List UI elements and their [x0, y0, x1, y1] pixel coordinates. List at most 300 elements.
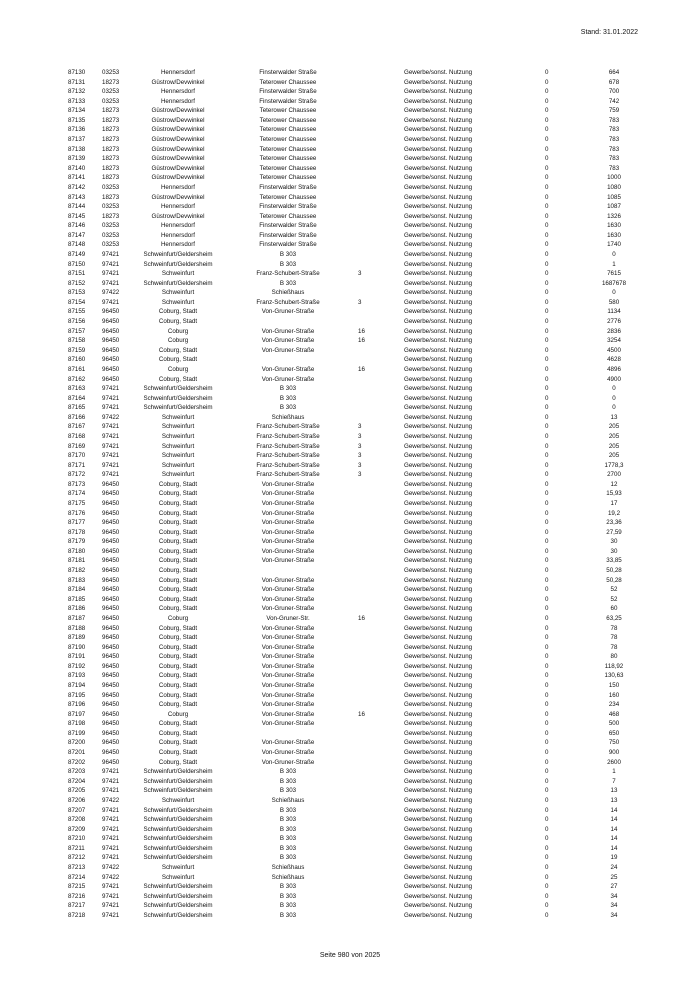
cell-street-text: Von-Gruner-Straße — [261, 605, 315, 613]
cell-amount-value-text: 30 — [610, 538, 618, 546]
cell-usage-type: Gewerbe/sonst. Nutzung — [404, 337, 473, 345]
cell-place-text: Coburg, Stadt — [158, 643, 198, 651]
cell-zero-value: 0 — [545, 567, 549, 575]
table-row — [62, 806, 642, 816]
cell-zero-value: 0 — [545, 442, 549, 450]
cell-row-id: 87149 — [68, 250, 86, 258]
cell-usage-type: Gewerbe/sonst. Nutzung — [404, 710, 473, 718]
cell-usage-type: Gewerbe/sonst. Nutzung — [404, 538, 473, 546]
cell-usage-type: Gewerbe/sonst. Nutzung — [404, 528, 473, 536]
cell-usage-type: Gewerbe/sonst. Nutzung — [404, 164, 473, 172]
cell-amount-value-text: 2836 — [607, 327, 621, 335]
cell-row-id: 87161 — [68, 365, 86, 373]
cell-zero-value: 0 — [545, 97, 549, 105]
cell-row-id: 87158 — [68, 337, 86, 345]
cell-place-text: Hennersdorf — [160, 231, 196, 239]
cell-zero-value: 0 — [545, 241, 549, 249]
cell-usage-type: Gewerbe/sonst. Nutzung — [404, 873, 473, 881]
table-row — [62, 394, 642, 404]
cell-postal-code: 96450 — [102, 662, 120, 670]
cell-usage-type: Gewerbe/sonst. Nutzung — [404, 567, 473, 575]
cell-usage-type: Gewerbe/sonst. Nutzung — [404, 490, 473, 498]
cell-zero-value: 0 — [545, 653, 549, 661]
cell-usage-type: Gewerbe/sonst. Nutzung — [404, 835, 473, 843]
cell-place-text: Schweinfurt — [161, 442, 195, 450]
cell-row-id: 87150 — [68, 260, 86, 268]
cell-row-id: 87200 — [68, 739, 86, 747]
table-row — [62, 547, 642, 557]
cell-street-text: Von-Gruner-Str. — [266, 614, 310, 622]
cell-place-text: Güstrow/Devwinkel — [151, 145, 205, 153]
cell-postal-code: 97421 — [102, 298, 120, 306]
cell-usage-type: Gewerbe/sonst. Nutzung — [404, 155, 473, 163]
cell-usage-type: Gewerbe/sonst. Nutzung — [404, 758, 473, 766]
cell-row-id: 87203 — [68, 768, 86, 776]
cell-house-number: 3 — [358, 452, 362, 460]
cell-place-text: Schweinfurt — [161, 461, 195, 469]
cell-zero-value: 0 — [545, 145, 549, 153]
cell-street-text: Franz-Schubert-Straße — [256, 461, 320, 469]
cell-street-text: Finsterwalder Straße — [259, 222, 317, 230]
cell-postal-code: 96450 — [102, 624, 120, 632]
cell-postal-code: 97421 — [102, 777, 120, 785]
cell-usage-type: Gewerbe/sonst. Nutzung — [404, 423, 473, 431]
cell-row-id: 87184 — [68, 586, 86, 594]
cell-amount-value-text: 19,2 — [607, 509, 621, 517]
cell-row-id: 87165 — [68, 404, 86, 412]
cell-usage-type: Gewerbe/sonst. Nutzung — [404, 605, 473, 613]
cell-row-id: 87205 — [68, 787, 86, 795]
cell-house-number: 3 — [358, 432, 362, 440]
cell-usage-type: Gewerbe/sonst. Nutzung — [404, 796, 473, 804]
cell-place-text: Güstrow/Devwinkel — [151, 78, 205, 86]
cell-street-text: Schießhaus — [271, 873, 305, 881]
cell-postal-code: 97421 — [102, 787, 120, 795]
cell-postal-code: 03253 — [102, 88, 120, 96]
cell-street-text: Von-Gruner-Straße — [261, 634, 315, 642]
cell-postal-code: 97421 — [102, 385, 120, 393]
cell-zero-value: 0 — [545, 250, 549, 258]
cell-postal-code: 96450 — [102, 749, 120, 757]
cell-street-text: Schießhaus — [271, 796, 305, 804]
cell-street-text: Von-Gruner-Straße — [261, 557, 315, 565]
cell-row-id: 87197 — [68, 710, 86, 718]
cell-zero-value: 0 — [545, 155, 549, 163]
cell-row-id: 87166 — [68, 413, 86, 421]
cell-row-id: 87181 — [68, 557, 86, 565]
cell-postal-code: 97421 — [102, 806, 120, 814]
cell-postal-code: 96450 — [102, 308, 120, 316]
cell-street-text: B 303 — [279, 394, 297, 402]
cell-street-text: Teterower Chaussee — [259, 174, 317, 182]
cell-zero-value: 0 — [545, 385, 549, 393]
cell-street-text: Von-Gruner-Straße — [261, 346, 315, 354]
cell-zero-value: 0 — [545, 672, 549, 680]
cell-row-id: 87182 — [68, 567, 86, 575]
cell-usage-type: Gewerbe/sonst. Nutzung — [404, 442, 473, 450]
cell-amount-value-text: 1000 — [607, 174, 621, 182]
cell-postal-code: 18273 — [102, 212, 120, 220]
table-row — [62, 489, 642, 499]
cell-street-text: Von-Gruner-Straße — [261, 691, 315, 699]
table-row — [62, 595, 642, 605]
cell-street-text: Teterower Chaussee — [259, 145, 317, 153]
table-row — [62, 767, 642, 777]
cell-place-text: Hennersdorf — [160, 241, 196, 249]
cell-amount-value-text: 205 — [608, 432, 620, 440]
cell-row-id: 87190 — [68, 643, 86, 651]
cell-street-text: Franz-Schubert-Straße — [256, 471, 320, 479]
cell-amount-value-text: 34 — [610, 892, 618, 900]
cell-amount-value-text: 2600 — [607, 758, 621, 766]
cell-zero-value: 0 — [545, 883, 549, 891]
cell-postal-code: 96450 — [102, 557, 120, 565]
cell-zero-value: 0 — [545, 777, 549, 785]
cell-street-text: Franz-Schubert-Straße — [256, 452, 320, 460]
cell-row-id: 87141 — [68, 174, 86, 182]
cell-amount-value-text: 4628 — [607, 356, 621, 364]
cell-street-text: Von-Gruner-Straße — [261, 337, 315, 345]
cell-place-text: Hennersdorf — [160, 69, 196, 76]
cell-place-text: Coburg, Stadt — [158, 519, 198, 527]
cell-zero-value: 0 — [545, 720, 549, 728]
cell-usage-type: Gewerbe/sonst. Nutzung — [404, 768, 473, 776]
cell-house-number: 16 — [358, 337, 365, 345]
cell-place-text: Hennersdorf — [160, 97, 196, 105]
cell-row-id: 87215 — [68, 883, 86, 891]
cell-postal-code: 96450 — [102, 605, 120, 613]
cell-zero-value: 0 — [545, 164, 549, 172]
cell-zero-value: 0 — [545, 873, 549, 881]
table-row — [62, 183, 642, 193]
page-footer: Seite 980 von 2025 — [319, 952, 381, 959]
cell-postal-code: 18273 — [102, 174, 120, 182]
cell-house-number: 16 — [358, 365, 365, 373]
cell-place-text: Schweinfurt/Geldersheim — [143, 250, 213, 258]
cell-place-text: Coburg, Stadt — [158, 653, 198, 661]
cell-place-text: Coburg — [167, 710, 189, 718]
cell-place-text: Coburg, Stadt — [158, 739, 198, 747]
cell-amount-value-text: 27 — [610, 883, 618, 891]
cell-postal-code: 96450 — [102, 337, 120, 345]
cell-house-number: 3 — [358, 461, 362, 469]
table-row — [62, 901, 642, 911]
cell-row-id: 87192 — [68, 662, 86, 670]
cell-postal-code: 96450 — [102, 739, 120, 747]
cell-amount-value-text: 783 — [608, 136, 620, 144]
cell-zero-value: 0 — [545, 892, 549, 900]
cell-zero-value: 0 — [545, 318, 549, 326]
cell-usage-type: Gewerbe/sonst. Nutzung — [404, 375, 473, 383]
cell-postal-code: 18273 — [102, 155, 120, 163]
cell-usage-type: Gewerbe/sonst. Nutzung — [404, 107, 473, 115]
cell-row-id: 87134 — [68, 107, 86, 115]
cell-street-text: Schießhaus — [271, 289, 305, 297]
table-row — [62, 116, 642, 126]
cell-row-id: 87151 — [68, 270, 86, 278]
cell-usage-type: Gewerbe/sonst. Nutzung — [404, 308, 473, 316]
cell-street-text: Von-Gruner-Straße — [261, 653, 315, 661]
cell-zero-value: 0 — [545, 739, 549, 747]
cell-postal-code: 96450 — [102, 356, 120, 364]
cell-amount-value-text: 1778,3 — [604, 461, 624, 469]
table-row — [62, 78, 642, 88]
cell-zero-value: 0 — [545, 289, 549, 297]
cell-amount-value-text: 1134 — [607, 308, 621, 316]
cell-zero-value: 0 — [545, 212, 549, 220]
cell-street-text: B 303 — [279, 806, 297, 814]
cell-postal-code: 18273 — [102, 136, 120, 144]
cell-row-id: 87146 — [68, 222, 86, 230]
cell-row-id: 87187 — [68, 614, 86, 622]
cell-row-id: 87159 — [68, 346, 86, 354]
table-row — [62, 528, 642, 538]
cell-place-text: Schweinfurt/Geldersheim — [143, 854, 213, 862]
cell-amount-value-text: 783 — [608, 145, 620, 153]
cell-postal-code: 96450 — [102, 758, 120, 766]
cell-amount-value-text: 1 — [612, 768, 616, 776]
cell-row-id: 87147 — [68, 231, 86, 239]
cell-place-text: Schweinfurt/Geldersheim — [143, 844, 213, 852]
cell-place-text: Coburg, Stadt — [158, 308, 198, 316]
cell-amount-value-text: 150 — [608, 682, 620, 689]
cell-row-id: 87137 — [68, 136, 86, 144]
cell-postal-code: 96450 — [102, 710, 120, 718]
cell-postal-code: 18273 — [102, 78, 120, 86]
cell-street-text: B 303 — [279, 825, 297, 833]
cell-usage-type: Gewerbe/sonst. Nutzung — [404, 595, 473, 603]
table-row — [62, 758, 642, 768]
cell-zero-value: 0 — [545, 174, 549, 182]
cell-postal-code: 96450 — [102, 720, 120, 728]
cell-street-text: Von-Gruner-Straße — [261, 643, 315, 651]
cell-amount-value-text: 4500 — [607, 346, 621, 354]
cell-street-text: Von-Gruner-Straße — [261, 480, 315, 488]
cell-row-id: 87143 — [68, 193, 86, 201]
table-row — [62, 365, 642, 375]
cell-row-id: 87164 — [68, 394, 86, 402]
cell-postal-code: 97421 — [102, 442, 120, 450]
cell-usage-type: Gewerbe/sonst. Nutzung — [404, 691, 473, 699]
cell-street-text: Von-Gruner-Straße — [261, 672, 315, 680]
cell-row-id: 87135 — [68, 116, 86, 124]
cell-zero-value: 0 — [545, 682, 549, 689]
cell-amount-value-text: 33,85 — [606, 557, 622, 565]
cell-row-id: 87201 — [68, 749, 86, 757]
cell-amount-value-text: 7 — [612, 777, 616, 785]
cell-street-text: Teterower Chaussee — [259, 78, 317, 86]
cell-zero-value: 0 — [545, 337, 549, 345]
table-row — [62, 873, 642, 883]
cell-place-text: Schweinfurt — [161, 471, 195, 479]
cell-place-text: Coburg, Stadt — [158, 662, 198, 670]
table-row — [62, 719, 642, 729]
cell-street-text: Schießhaus — [271, 863, 305, 871]
cell-amount-value-text: 14 — [610, 835, 618, 843]
cell-postal-code: 96450 — [102, 614, 120, 622]
cell-place-text: Coburg — [167, 614, 189, 622]
cell-street-text: B 303 — [279, 835, 297, 843]
cell-amount-value-text: 50,28 — [606, 567, 622, 575]
cell-place-text: Coburg, Stadt — [158, 720, 198, 728]
cell-zero-value: 0 — [545, 547, 549, 555]
cell-zero-value: 0 — [545, 586, 549, 594]
table-row — [62, 327, 642, 337]
cell-amount-value-text: 160 — [608, 691, 620, 699]
cell-postal-code: 96450 — [102, 480, 120, 488]
cell-street-text: Teterower Chaussee — [259, 212, 317, 220]
cell-place-text: Schweinfurt — [161, 298, 195, 306]
table-row — [62, 269, 642, 279]
cell-zero-value: 0 — [545, 116, 549, 124]
table-row — [62, 164, 642, 174]
cell-street-text: Von-Gruner-Straße — [261, 375, 315, 383]
cell-row-id: 87217 — [68, 902, 86, 910]
cell-amount-value-text: 14 — [610, 825, 618, 833]
cell-amount-value-text: 0 — [612, 385, 616, 393]
table-row — [62, 173, 642, 183]
cell-street-text: B 303 — [279, 787, 297, 795]
cell-place-text: Coburg, Stadt — [158, 500, 198, 508]
cell-amount-value-text: 783 — [608, 126, 620, 134]
cell-zero-value: 0 — [545, 394, 549, 402]
cell-row-id: 87185 — [68, 595, 86, 603]
cell-street-text: B 303 — [279, 260, 297, 268]
cell-amount-value-text: 750 — [608, 739, 620, 747]
cell-postal-code: 97421 — [102, 452, 120, 460]
cell-postal-code: 97421 — [102, 250, 120, 258]
cell-postal-code: 97421 — [102, 825, 120, 833]
cell-place-text: Schweinfurt — [161, 873, 195, 881]
cell-usage-type: Gewerbe/sonst. Nutzung — [404, 250, 473, 258]
cell-street-text: Teterower Chaussee — [259, 155, 317, 163]
table-row — [62, 738, 642, 748]
cell-amount-value-text: 783 — [608, 164, 620, 172]
cell-zero-value: 0 — [545, 327, 549, 335]
cell-row-id: 87168 — [68, 432, 86, 440]
cell-usage-type: Gewerbe/sonst. Nutzung — [404, 231, 473, 239]
cell-place-text: Coburg, Stadt — [158, 682, 198, 689]
cell-street-text: Finsterwalder Straße — [259, 241, 317, 249]
cell-usage-type: Gewerbe/sonst. Nutzung — [404, 634, 473, 642]
cell-row-id: 87195 — [68, 691, 86, 699]
cell-street-text: Franz-Schubert-Straße — [256, 432, 320, 440]
cell-usage-type: Gewerbe/sonst. Nutzung — [404, 854, 473, 862]
cell-usage-type: Gewerbe/sonst. Nutzung — [404, 97, 473, 105]
cell-amount-value-text: 500 — [608, 720, 620, 728]
cell-usage-type: Gewerbe/sonst. Nutzung — [404, 547, 473, 555]
cell-postal-code: 97421 — [102, 279, 120, 287]
cell-row-id: 87204 — [68, 777, 86, 785]
cell-house-number: 3 — [358, 471, 362, 479]
cell-postal-code: 96450 — [102, 509, 120, 517]
cell-amount-value-text: 25 — [610, 873, 618, 881]
cell-amount-value-text: 4896 — [607, 365, 621, 373]
table-row — [62, 700, 642, 710]
cell-row-id: 87208 — [68, 816, 86, 824]
cell-place-text: Güstrow/Devwinkel — [151, 107, 205, 115]
cell-street-text: Von-Gruner-Straße — [261, 710, 315, 718]
cell-street-text: Von-Gruner-Straße — [261, 519, 315, 527]
cell-amount-value-text: 1687678 — [601, 279, 627, 287]
table-row — [62, 260, 642, 270]
cell-place-text: Schweinfurt/Geldersheim — [143, 768, 213, 776]
cell-usage-type: Gewerbe/sonst. Nutzung — [404, 404, 473, 412]
cell-street-text: Teterower Chaussee — [259, 193, 317, 201]
cell-zero-value: 0 — [545, 614, 549, 622]
cell-usage-type: Gewerbe/sonst. Nutzung — [404, 576, 473, 584]
cell-row-id: 87152 — [68, 279, 86, 287]
cell-usage-type: Gewerbe/sonst. Nutzung — [404, 260, 473, 268]
cell-postal-code: 96450 — [102, 318, 120, 326]
cell-place-text: Schweinfurt — [161, 432, 195, 440]
table-row — [62, 145, 642, 155]
cell-amount-value-text: 63,25 — [606, 614, 622, 622]
cell-street-text: B 303 — [279, 816, 297, 824]
cell-place-text: Güstrow/Devwinkel — [151, 155, 205, 163]
cell-row-id: 87163 — [68, 385, 86, 393]
cell-postal-code: 97422 — [102, 863, 120, 871]
cell-zero-value: 0 — [545, 509, 549, 517]
cell-zero-value: 0 — [545, 634, 549, 642]
cell-postal-code: 03253 — [102, 203, 120, 211]
cell-zero-value: 0 — [545, 816, 549, 824]
cell-place-text: Güstrow/Devwinkel — [151, 193, 205, 201]
cell-place-text: Hennersdorf — [160, 183, 196, 191]
cell-place-text: Coburg, Stadt — [158, 634, 198, 642]
cell-amount-value-text: 14 — [610, 844, 618, 852]
cell-place-text: Coburg, Stadt — [158, 346, 198, 354]
cell-place-text: Schweinfurt/Geldersheim — [143, 385, 213, 393]
cell-postal-code: 03253 — [102, 241, 120, 249]
cell-amount-value-text: 1085 — [607, 193, 621, 201]
cell-zero-value: 0 — [545, 605, 549, 613]
cell-row-id: 87206 — [68, 796, 86, 804]
cell-place-text: Coburg, Stadt — [158, 691, 198, 699]
table-row — [62, 413, 642, 423]
cell-postal-code: 96450 — [102, 327, 120, 335]
cell-postal-code: 96450 — [102, 365, 120, 373]
cell-zero-value: 0 — [545, 88, 549, 96]
table-row — [62, 671, 642, 681]
cell-postal-code: 96450 — [102, 691, 120, 699]
cell-place-text: Coburg, Stadt — [158, 749, 198, 757]
cell-amount-value-text: 14 — [610, 816, 618, 824]
cell-row-id: 87188 — [68, 624, 86, 632]
cell-amount-value-text: 7615 — [607, 270, 621, 278]
cell-row-id: 87183 — [68, 576, 86, 584]
cell-amount-value-text: 23,36 — [606, 519, 622, 527]
cell-row-id: 87133 — [68, 97, 86, 105]
table-row — [62, 892, 642, 902]
cell-postal-code: 96450 — [102, 586, 120, 594]
cell-amount-value-text: 205 — [608, 452, 620, 460]
cell-row-id: 87216 — [68, 892, 86, 900]
cell-amount-value-text: 78 — [610, 624, 618, 632]
cell-usage-type: Gewerbe/sonst. Nutzung — [404, 519, 473, 527]
cell-street-text: B 303 — [279, 250, 297, 258]
cell-row-id: 87178 — [68, 528, 86, 536]
table-row — [62, 451, 642, 461]
cell-row-id: 87214 — [68, 873, 86, 881]
cell-usage-type: Gewerbe/sonst. Nutzung — [404, 586, 473, 594]
cell-usage-type: Gewerbe/sonst. Nutzung — [404, 825, 473, 833]
table-row — [62, 777, 642, 787]
table-row — [62, 509, 642, 519]
cell-place-text: Schweinfurt/Geldersheim — [143, 394, 213, 402]
cell-place-text: Coburg — [167, 337, 189, 345]
cell-zero-value: 0 — [545, 729, 549, 737]
